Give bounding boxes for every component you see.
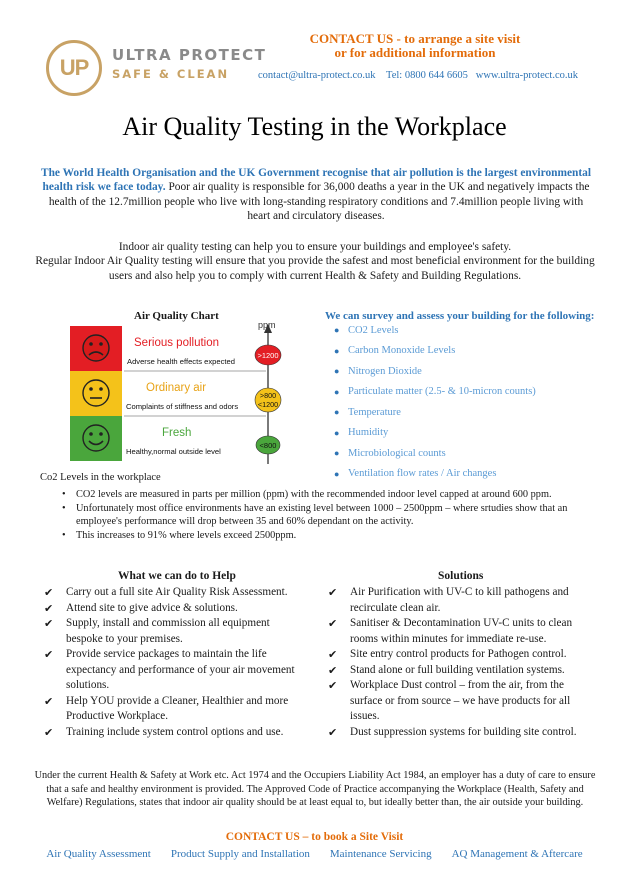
checkmark-icon: ✔ <box>44 694 54 708</box>
co2-bullets <box>62 488 602 543</box>
bullet-icon: ● <box>334 448 340 459</box>
bullet-icon: ● <box>334 325 340 336</box>
contact-heading: CONTACT US - to arrange a site visit <box>309 31 521 46</box>
checkmark-icon: ✔ <box>44 617 54 630</box>
serious-badge-text: >1200 <box>257 351 279 360</box>
fresh-desc: Healthy,normal outside level <box>126 447 221 456</box>
list-item: ✔ Attend site to give advice & solutions. <box>44 601 238 615</box>
list-item: ✔ Training include system control options and use. <box>44 725 284 739</box>
list-item: ✔ Stand alone or full building ventilation systems. <box>328 663 565 677</box>
logo-tagline: SAFE & CLEAN <box>112 67 230 81</box>
list-item: ✔ Provide service packages to maintain the life expectancy and performance of your air movement solutions. <box>44 648 295 691</box>
intro-text: Poor air quality is responsible for 36,000 deaths a year in the UK and negatively impacts the health of the 12.7million people who live with long-standing respiratory conditions and 7.4million people living with heart and circulatory diseases. <box>48 181 590 223</box>
contact-heading-block <box>300 32 530 60</box>
services-links <box>0 848 629 860</box>
intro-paragraph <box>38 166 594 224</box>
website-link[interactable]: www.ultra-protect.co.uk <box>475 70 578 81</box>
solutions-heading: Solutions <box>438 570 484 582</box>
list-item: ✔ Sanitiser & Decontamination UV-C units to clean rooms within minutes for immediate re-use. <box>328 617 573 645</box>
checkmark-icon: ✔ <box>328 586 338 599</box>
ordinary-label: Ordinary air <box>146 382 207 394</box>
bullet-icon: ● <box>334 468 340 479</box>
serious-label: Serious pollution <box>134 337 220 349</box>
fresh-label: Fresh <box>162 427 192 439</box>
list-item: ✔ Help YOU provide a Cleaner, Healthier and more Productive Workplace. <box>44 694 289 722</box>
contact-cta[interactable]: CONTACT US – to book a Site Visit <box>225 831 404 843</box>
testing-line-1: Indoor air quality testing can help you to ensure your buildings and employee's safety. <box>118 241 512 253</box>
list-item: ✔ Supply, install and commission all equipment bespoke to your premises. <box>44 617 270 645</box>
fresh-badge-text: <800 <box>259 441 277 450</box>
help-heading: What we can do to Help <box>118 570 236 582</box>
legal-paragraph: Under the current Health & Safety at Work etc. Act 1974 and the Occupiers Liability Act 1984, an employer has a duty of care to ensure that a safe and healthy environment is provided. The Approved Code of Practice accompanying the Workplace (Health, Safety and Welfare) Regulations, states that indoor air quality should be at least equal to, but ideally better than, the air outside your building. <box>34 770 596 808</box>
serious-desc: Adverse health effects expected <box>127 357 235 366</box>
list-item: ● Particulate matter (2.5- & 10-micron counts) <box>334 386 536 398</box>
ordinary-badge-text-1: >800 <box>259 391 277 400</box>
list-item: ✔ Carry out a full site Air Quality Risk Assessment. <box>44 586 288 599</box>
list-item: ● Microbiological counts <box>334 447 446 459</box>
checkmark-icon: ✔ <box>328 617 338 630</box>
service-link-maintenance[interactable]: Maintenance Servicing <box>329 848 432 860</box>
chart-heading: Air Quality Chart <box>134 310 219 322</box>
service-link-management[interactable]: AQ Management & Aftercare <box>451 848 583 860</box>
page-title: Air Quality Testing in the Workplace <box>122 112 507 141</box>
checkmark-icon: ✔ <box>328 648 338 661</box>
checkmark-icon: ✔ <box>44 648 54 661</box>
checkmark-icon: ✔ <box>44 601 54 615</box>
ppm-unit-label: ppm <box>258 320 276 330</box>
air-quality-chart <box>70 318 285 466</box>
email-link[interactable]: contact@ultra-protect.co.uk <box>258 70 376 81</box>
checkmark-icon: ✔ <box>328 663 338 677</box>
testing-line-2: Regular Indoor Air Quality testing will ensure that you provide the safest and most beneficial environment for the building users and also help you to comply with current Health & Safety and Building Regulations. <box>35 255 595 282</box>
survey-list <box>334 320 536 484</box>
bullet-icon: ● <box>334 366 340 377</box>
testing-paragraph <box>30 240 600 283</box>
bullet-icon: ● <box>334 386 340 397</box>
survey-heading: We can survey and assess your building for the following: <box>325 310 595 322</box>
co2-heading: Co2 Levels in the workplace <box>40 472 161 483</box>
checkmark-icon: ✔ <box>328 725 338 739</box>
list-item: ● Nitrogen Dioxide <box>334 365 422 377</box>
list-item: ✔ Site entry control products for Pathogen control. <box>328 648 567 661</box>
list-item: • Unfortunately most office environments have an existing level between 1000 – 2500ppm – where srtudies show that an employee's performance will drop between 35 and 60% dependant on the activity. <box>62 502 602 528</box>
checkmark-icon: ✔ <box>328 679 338 692</box>
service-link-assessment[interactable]: Air Quality Assessment <box>46 848 151 860</box>
solutions-list <box>328 585 592 740</box>
logo-mark <box>46 40 102 96</box>
help-list <box>44 585 306 740</box>
list-item: ✔ Air Purification with UV-C to kill pathogens and recirculate clean air. <box>328 586 569 614</box>
service-link-supply[interactable]: Product Supply and Installation <box>170 848 310 860</box>
list-item: ● Ventilation flow rates / Air changes <box>334 468 497 480</box>
list-item: ● CO2 Levels <box>334 324 399 336</box>
bullet-icon: ● <box>334 427 340 438</box>
ordinary-badge-text-2: <1200 <box>257 400 279 409</box>
list-item: ✔ Dust suppression systems for building site control. <box>328 725 577 739</box>
list-item: ✔ Workplace Dust control – from the air, from the surface or from source – we have products for all issues. <box>328 679 571 722</box>
contact-subheading: or for additional information <box>334 45 496 60</box>
logo-initials: UP <box>59 55 89 80</box>
checkmark-icon: ✔ <box>44 586 54 599</box>
sad-face-icon <box>83 335 109 361</box>
happy-face-icon <box>83 425 109 451</box>
bullet-icon: ● <box>334 345 340 356</box>
list-item: • This increases to 91% where levels exceed 2500ppm. <box>62 529 602 542</box>
list-item: ● Temperature <box>334 406 401 418</box>
checkmark-icon: ✔ <box>44 725 54 739</box>
logo-name: ULTRA PROTECT <box>112 46 267 64</box>
list-item: ● Carbon Monoxide Levels <box>334 345 456 357</box>
contact-details <box>258 70 578 81</box>
neutral-face-icon <box>83 380 109 406</box>
intro-highlight: The World Health Organisation and the UK Government recognise that air pollution is the largest environmental health risk we face today. <box>40 167 592 194</box>
bullet-icon: ● <box>334 407 340 418</box>
list-item: • CO2 levels are measured in parts per million (ppm) with the recommended indoor level capped at around 600 ppm. <box>62 488 602 501</box>
phone-number: Tel: 0800 644 6605 <box>386 70 468 81</box>
list-item: ● Humidity <box>334 427 389 439</box>
ordinary-desc: Complaints of stiffness and odors <box>126 402 239 411</box>
